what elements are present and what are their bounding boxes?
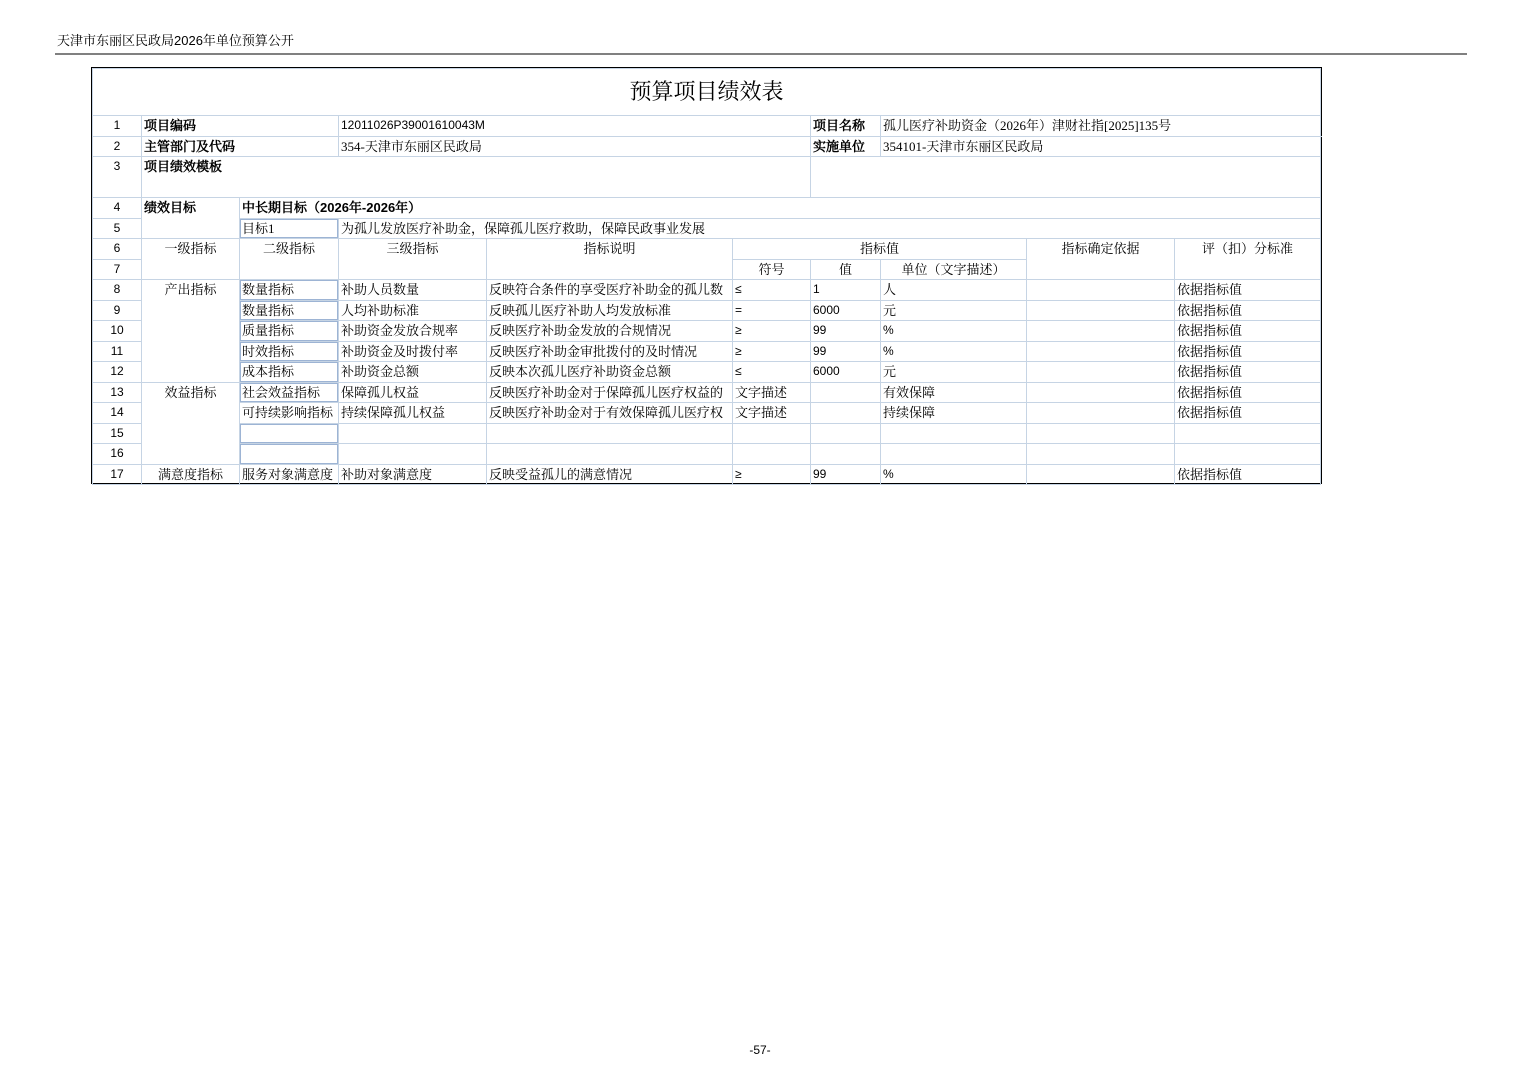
cell-level3: 补助资金发放合规率 [339, 321, 487, 342]
row-number: 1 [93, 116, 142, 137]
cell-scoring: 依据指标值 [1175, 382, 1321, 403]
table-row [93, 382, 1321, 403]
group-benefit: 效益指标 [142, 382, 240, 464]
cell-symbol: ≥ [733, 341, 811, 362]
template-value [811, 157, 1321, 198]
cell-basis [1027, 423, 1175, 444]
cell-basis [1027, 321, 1175, 342]
table-row [93, 321, 1321, 342]
row-number: 2 [93, 136, 142, 157]
row-number: 11 [93, 341, 142, 362]
table-row [93, 403, 1321, 424]
cell-description: 反映符合条件的享受医疗补助金的孤儿数 [487, 280, 733, 301]
goal-label: 绩效目标 [142, 198, 240, 239]
cell-unit: 元 [881, 300, 1027, 321]
row-number: 15 [93, 423, 142, 444]
cell-scoring: 依据指标值 [1175, 341, 1321, 362]
cell-level2: 社会效益指标 [240, 382, 339, 403]
cell-unit: % [881, 464, 1027, 485]
cell-level3: 补助人员数量 [339, 280, 487, 301]
row-number: 12 [93, 362, 142, 383]
cell-value [811, 382, 881, 403]
header-indicator-value: 指标值 [733, 239, 1027, 260]
cell-scoring: 依据指标值 [1175, 403, 1321, 424]
cell-description: 反映医疗补助金对于有效保障孤儿医疗权 [487, 403, 733, 424]
table-row [93, 280, 1321, 301]
cell-unit: % [881, 321, 1027, 342]
row-number: 9 [93, 300, 142, 321]
cell-level3: 人均补助标准 [339, 300, 487, 321]
project-name-label: 项目名称 [811, 116, 881, 137]
table-row [93, 300, 1321, 321]
cell-unit [881, 423, 1027, 444]
cell-description: 反映受益孤儿的满意情况 [487, 464, 733, 485]
cell-unit [881, 444, 1027, 465]
cell-symbol: 文字描述 [733, 403, 811, 424]
table-row [93, 362, 1321, 383]
cell-value [811, 423, 881, 444]
cell-level2: 质量指标 [240, 321, 339, 342]
group-output: 产出指标 [142, 280, 240, 383]
table-row [93, 464, 1321, 485]
cell-level3: 保障孤儿权益 [339, 382, 487, 403]
cell-level3: 持续保障孤儿权益 [339, 403, 487, 424]
cell-level2: 可持续影响指标 [240, 403, 339, 424]
cell-scoring: 依据指标值 [1175, 362, 1321, 383]
cell-scoring: 依据指标值 [1175, 464, 1321, 485]
cell-description: 反映医疗补助金审批拨付的及时情况 [487, 341, 733, 362]
cell-basis [1027, 362, 1175, 383]
cell-level3: 补助资金总额 [339, 362, 487, 383]
mid-term-goal-label: 中长期目标（2026年-2026年） [240, 198, 1321, 219]
header-rule [55, 53, 1467, 55]
cell-unit: 元 [881, 362, 1027, 383]
cell-value [811, 444, 881, 465]
cell-symbol: ≤ [733, 280, 811, 301]
cell-symbol: ≥ [733, 321, 811, 342]
impl-unit-label: 实施单位 [811, 136, 881, 157]
row-number: 3 [93, 157, 142, 198]
table-row [93, 341, 1321, 362]
cell-description [487, 444, 733, 465]
cell-basis [1027, 464, 1175, 485]
header-value: 值 [811, 259, 881, 280]
cell-unit: % [881, 341, 1027, 362]
row-number: 10 [93, 321, 142, 342]
cell-value: 99 [811, 464, 881, 485]
cell-symbol: = [733, 300, 811, 321]
cell-unit: 有效保障 [881, 382, 1027, 403]
cell-level3 [339, 444, 487, 465]
cell-basis [1027, 280, 1175, 301]
header-level2: 二级指标 [240, 239, 339, 280]
header-level3: 三级指标 [339, 239, 487, 280]
table-row [93, 444, 1321, 465]
header-level1: 一级指标 [142, 239, 240, 280]
dept-label: 主管部门及代码 [142, 136, 339, 157]
cell-basis [1027, 444, 1175, 465]
row-number: 8 [93, 280, 142, 301]
cell-level2 [240, 423, 339, 444]
page-header: 天津市东丽区民政局2026年单位预算公开 [57, 33, 294, 48]
header-unit: 单位（文字描述） [881, 259, 1027, 280]
cell-level2: 服务对象满意度 [240, 464, 339, 485]
cell-symbol: 文字描述 [733, 382, 811, 403]
cell-description: 反映医疗补助金对于保障孤儿医疗权益的 [487, 382, 733, 403]
row-number: 7 [93, 259, 142, 280]
project-name-value: 孤儿医疗补助资金（2026年）津财社指[2025]135号 [881, 116, 1321, 137]
group-satisfaction: 满意度指标 [142, 464, 240, 485]
row-number: 5 [93, 218, 142, 239]
cell-symbol: ≥ [733, 464, 811, 485]
goal1-value: 为孤儿发放医疗补助金，保障孤儿医疗救助，保障民政事业发展 [339, 218, 1321, 239]
cell-level3: 补助资金及时拨付率 [339, 341, 487, 362]
table-title: 预算项目绩效表 [93, 69, 1321, 116]
cell-symbol: ≤ [733, 362, 811, 383]
cell-scoring: 依据指标值 [1175, 300, 1321, 321]
cell-level2: 数量指标 [240, 280, 339, 301]
row-number: 16 [93, 444, 142, 465]
cell-description [487, 423, 733, 444]
cell-scoring: 依据指标值 [1175, 321, 1321, 342]
cell-description: 反映本次孤儿医疗补助资金总额 [487, 362, 733, 383]
cell-scoring [1175, 423, 1321, 444]
cell-level2: 数量指标 [240, 300, 339, 321]
cell-basis [1027, 300, 1175, 321]
cell-unit: 持续保障 [881, 403, 1027, 424]
header-basis: 指标确定依据 [1027, 239, 1175, 280]
cell-level3 [339, 423, 487, 444]
template-label: 项目绩效模板 [142, 157, 811, 198]
cell-basis [1027, 382, 1175, 403]
project-code-label: 项目编码 [142, 116, 339, 137]
dept-value: 354-天津市东丽区民政局 [339, 136, 811, 157]
cell-description: 反映孤儿医疗补助人均发放标准 [487, 300, 733, 321]
performance-table-sheet [91, 67, 1322, 484]
cell-basis [1027, 341, 1175, 362]
row-number: 4 [93, 198, 142, 219]
cell-level2: 时效指标 [240, 341, 339, 362]
cell-scoring [1175, 444, 1321, 465]
cell-value: 99 [811, 341, 881, 362]
row-number: 14 [93, 403, 142, 424]
cell-basis [1027, 403, 1175, 424]
cell-symbol [733, 423, 811, 444]
cell-scoring: 依据指标值 [1175, 280, 1321, 301]
cell-unit: 人 [881, 280, 1027, 301]
row-number: 17 [93, 464, 142, 485]
table-row [93, 423, 1321, 444]
impl-unit-value: 354101-天津市东丽区民政局 [881, 136, 1321, 157]
cell-level2 [240, 444, 339, 465]
cell-value [811, 403, 881, 424]
cell-symbol [733, 444, 811, 465]
goal1-label: 目标1 [240, 218, 339, 239]
cell-value: 6000 [811, 300, 881, 321]
header-scoring: 评（扣）分标准 [1175, 239, 1321, 280]
page-number: -57- [749, 1043, 771, 1057]
performance-table [92, 68, 1321, 485]
header-description: 指标说明 [487, 239, 733, 280]
cell-value: 1 [811, 280, 881, 301]
row-number: 6 [93, 239, 142, 260]
cell-value: 99 [811, 321, 881, 342]
cell-level2: 成本指标 [240, 362, 339, 383]
header-symbol: 符号 [733, 259, 811, 280]
cell-value: 6000 [811, 362, 881, 383]
cell-description: 反映医疗补助金发放的合规情况 [487, 321, 733, 342]
project-code-value: 12011026P39001610043M [339, 116, 811, 137]
cell-level3: 补助对象满意度 [339, 464, 487, 485]
row-number: 13 [93, 382, 142, 403]
